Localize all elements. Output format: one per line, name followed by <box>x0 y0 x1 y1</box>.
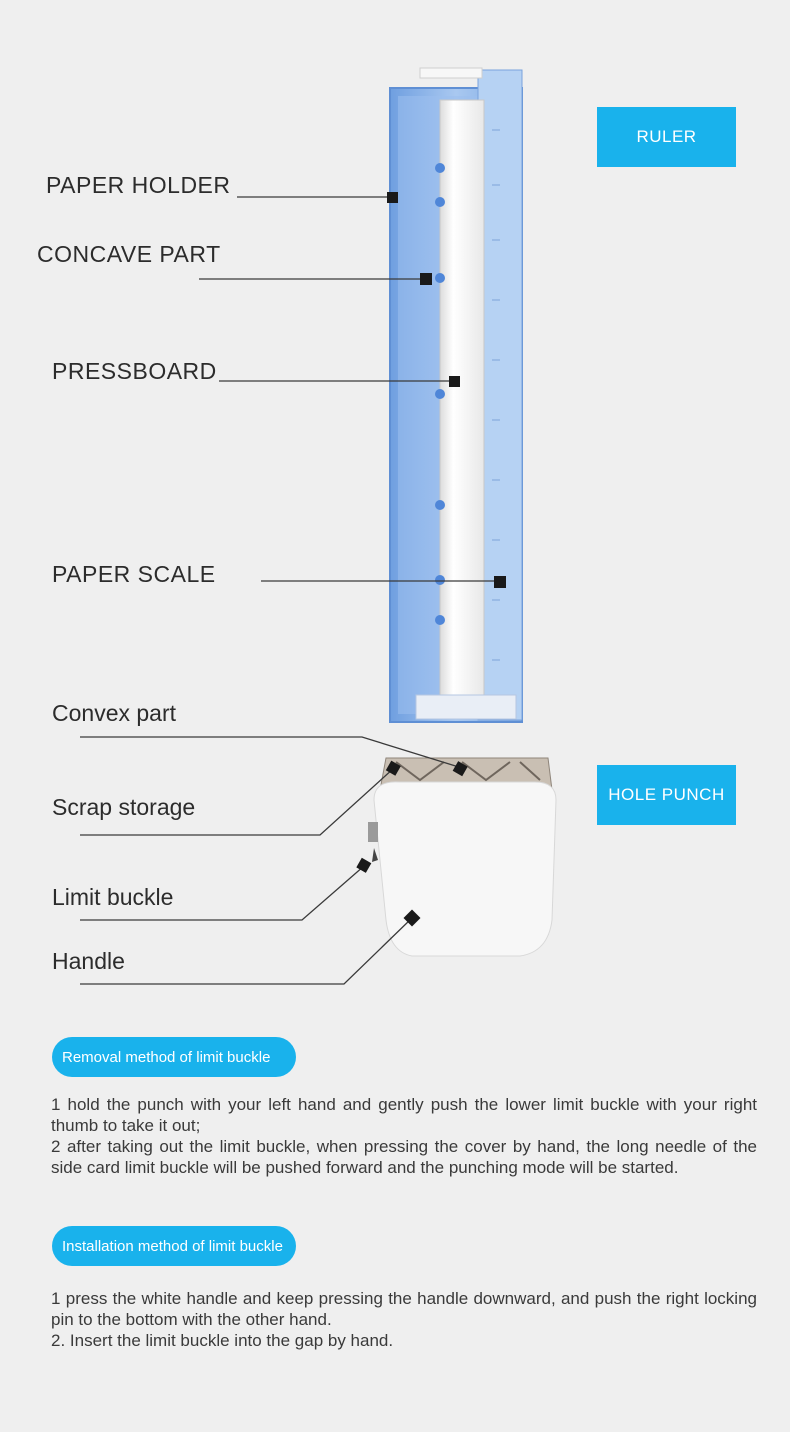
label-limit-buckle: Limit buckle <box>52 884 174 910</box>
hole-punch-body <box>368 758 556 956</box>
label-paper-scale: PAPER SCALE <box>52 561 216 587</box>
hole-punch-tag: HOLE PUNCH <box>597 765 736 825</box>
label-pressboard: PRESSBOARD <box>52 358 217 384</box>
removal-heading: Removal method of limit buckle <box>52 1037 296 1077</box>
removal-step-1: 1 hold the punch with your left hand and gently push the lower limit buckle with your right thumb to take it out; <box>51 1095 757 1135</box>
ruler-body <box>390 68 522 722</box>
ruler-tag: RULER <box>597 107 736 167</box>
label-scrap-storage: Scrap storage <box>52 794 196 820</box>
removal-instructions <box>51 1094 757 1178</box>
installation-step-2: 2. Insert the limit buckle into the gap by hand. <box>51 1331 394 1350</box>
label-paper-holder: PAPER HOLDER <box>46 172 231 198</box>
removal-step-2: 2 after taking out the limit buckle, when pressing the cover by hand, the long needle of the side card limit buckle will be pushed forward and the punching mode will be started. <box>51 1137 757 1177</box>
installation-heading: Installation method of limit buckle <box>52 1226 296 1266</box>
installation-instructions <box>51 1288 757 1351</box>
label-handle: Handle <box>52 948 125 974</box>
label-convex-part: Convex part <box>52 700 177 726</box>
label-concave-part: CONCAVE PART <box>37 241 221 267</box>
installation-step-1: 1 press the white handle and keep pressing the handle downward, and push the right locking pin to the bottom with the other hand. <box>51 1289 757 1329</box>
